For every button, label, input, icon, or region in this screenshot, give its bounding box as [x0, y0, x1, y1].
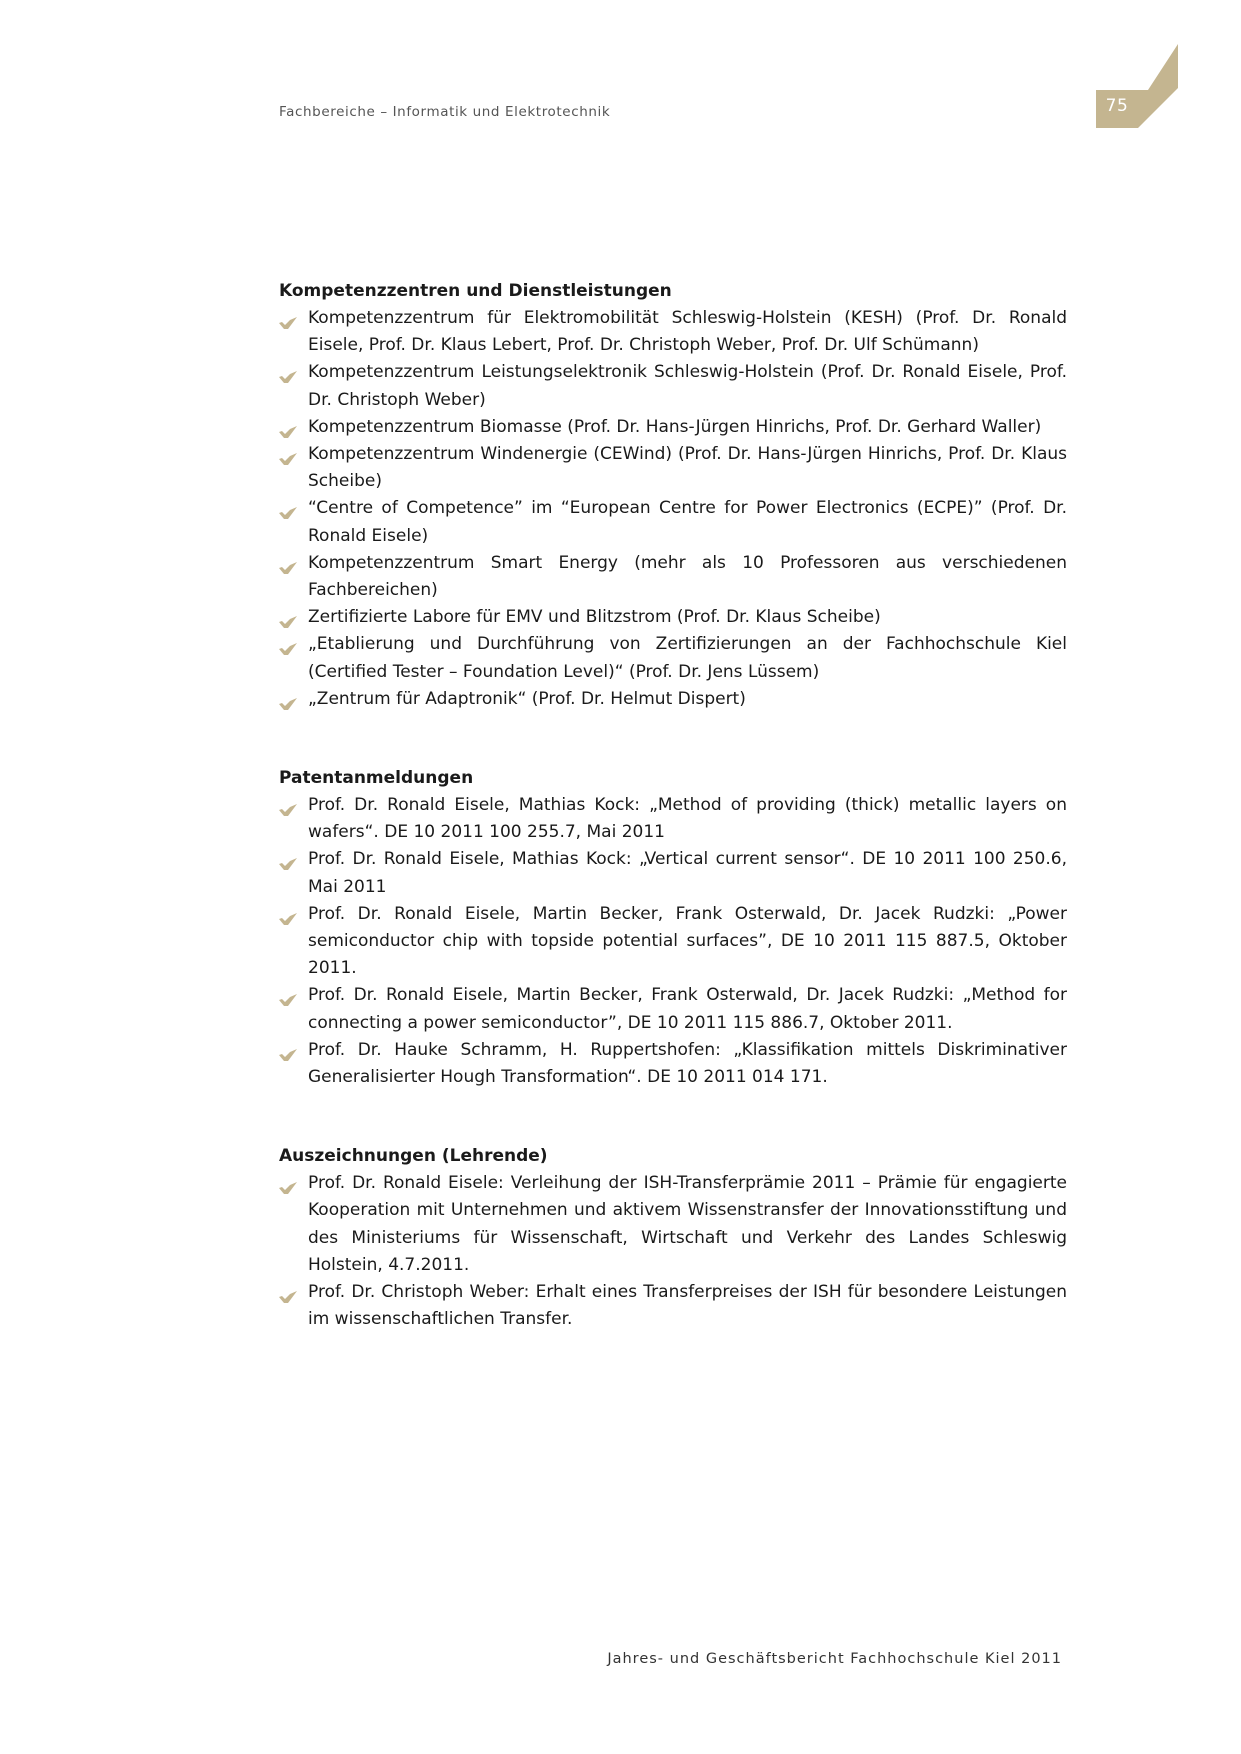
- checkmark-arrow-icon: [279, 989, 297, 1003]
- item-list: [279, 1170, 1067, 1333]
- item-text: Kompetenzzentrum Biomasse (Prof. Dr. Hans-Jürgen Hinrichs, Prof. Dr. Gerhard Waller): [308, 416, 1042, 437]
- item-text: Kompetenzzentrum Leistungselektronik Schleswig-Holstein (Prof. Dr. Ronald Eisele, Prof. Dr. Christoph Weber): [308, 362, 1067, 410]
- item-text: „Zentrum für Adaptronik“ (Prof. Dr. Helmut Dispert): [308, 688, 746, 709]
- list-item: [279, 1170, 1067, 1279]
- checkmark-arrow-icon: [279, 853, 297, 867]
- item-text: Kompetenzzentrum für Elektromobilität Schleswig-Holstein (KESH) (Prof. Dr. Ronald Eisele, Prof. Dr. Klaus Lebert, Prof. Dr. Christoph Weber, Prof. Dr. Ulf Schümann): [308, 308, 1067, 356]
- checkmark-arrow-icon: [279, 1044, 297, 1058]
- list-item: [279, 441, 1067, 495]
- checkmark-arrow-icon: [279, 312, 297, 326]
- section-kompetenzzentren: [279, 278, 1067, 713]
- list-item: [279, 686, 1067, 713]
- checkmark-arrow-icon: [279, 502, 297, 516]
- section-heading: Patentanmeldungen: [279, 768, 474, 789]
- item-text: Prof. Dr. Christoph Weber: Erhalt eines Transferpreises der ISH für besondere Leistungen im wissenschaftlichen Transfer.: [308, 1282, 1067, 1330]
- list-item: [279, 846, 1067, 900]
- section-heading: Auszeichnungen (Lehrende): [279, 1146, 548, 1167]
- item-text: „Etablierung und Durchführung von Zertifizierungen an der Fachhochschule Kiel (Certified Tester – Foundation Level)“ (Prof. Dr. Jens Lüssem): [308, 634, 1067, 682]
- list-item: [279, 604, 1067, 631]
- list-item: [279, 631, 1067, 685]
- main-content: [279, 278, 1067, 1334]
- checkmark-arrow-icon: [279, 799, 297, 813]
- item-text: Prof. Dr. Ronald Eisele, Martin Becker, Frank Osterwald, Dr. Jacek Rudzki: „Method for connecting a power semiconductor”, DE 10 2011 115 886.7, Oktober 2011.: [308, 985, 1067, 1033]
- checkmark-arrow-icon: [279, 1177, 297, 1191]
- list-item: [279, 901, 1067, 983]
- item-text: “Centre of Competence” im “European Centre for Power Electronics (ECPE)” (Prof. Dr. Ronald Eisele): [308, 498, 1067, 546]
- item-text: Prof. Dr. Ronald Eisele, Mathias Kock: „Method of providing (thick) metallic layers on wafers“. DE 10 2011 100 255.7, Mai 2011: [308, 795, 1067, 843]
- list-item: [279, 1279, 1067, 1333]
- item-text: Kompetenzzentrum Windenergie (CEWind) (Prof. Dr. Hans-Jürgen Hinrichs, Prof. Dr. Klaus Scheibe): [308, 444, 1067, 492]
- list-item: [279, 550, 1067, 604]
- section-auszeichnungen: [279, 1143, 1067, 1333]
- running-header: Fachbereiche – Informatik und Elektrotechnik: [279, 104, 611, 120]
- list-item: [279, 495, 1067, 549]
- section-heading: Kompetenzzentren und Dienstleistungen: [279, 281, 672, 301]
- item-text: Kompetenzzentrum Smart Energy (mehr als 10 Professoren aus verschiedenen Fachbereichen): [308, 552, 1067, 601]
- list-item: [279, 1037, 1067, 1091]
- checkmark-arrow-icon: [279, 693, 297, 707]
- item-text: Prof. Dr. Hauke Schramm, H. Ruppertshofen: „Klassifikation mittels Diskriminativer Generalisierter Hough Transformation“. DE 10 2011 014 171.: [308, 1039, 1067, 1088]
- checkmark-arrow-icon: [279, 421, 297, 435]
- item-text: Prof. Dr. Ronald Eisele, Martin Becker, Frank Osterwald, Dr. Jacek Rudzki: „Power semiconductor chip with topside potential surfaces”, DE 10 2011 115 887.5, Oktober 2011.: [308, 903, 1067, 979]
- page-footer: Jahres- und Geschäftsbericht Fachhochschule Kiel 2011: [607, 1651, 1062, 1667]
- item-list: [279, 305, 1067, 713]
- checkmark-arrow-icon: [279, 611, 297, 625]
- item-text: Prof. Dr. Ronald Eisele, Mathias Kock: „Vertical current sensor“. DE 10 2011 100 250.6, Mai 2011: [308, 849, 1067, 897]
- list-item: [279, 359, 1067, 413]
- checkmark-arrow-icon: [279, 908, 297, 922]
- checkmark-arrow-icon: [279, 557, 297, 571]
- item-text: Zertifizierte Labore für EMV und Blitzstrom (Prof. Dr. Klaus Scheibe): [308, 607, 881, 628]
- checkmark-arrow-icon: [279, 366, 297, 380]
- item-list: [279, 792, 1067, 1091]
- list-item: [279, 414, 1067, 441]
- checkmark-arrow-icon: [279, 1286, 297, 1300]
- list-item: [279, 305, 1067, 359]
- list-item: [279, 792, 1067, 846]
- checkmark-arrow-icon: [279, 638, 297, 652]
- section-patentanmeldungen: [279, 765, 1067, 1091]
- item-text: Prof. Dr. Ronald Eisele: Verleihung der ISH-Transferprämie 2011 – Prämie für engagierte Kooperation mit Unternehmen und aktivem Wissenstransfer der Innovationsstiftung und des Ministeriums für Wissenschaft, Wirtschaft und Verkehr des Landes Schleswig Holstein, 4.7.2011.: [308, 1173, 1067, 1275]
- list-item: [279, 982, 1067, 1036]
- checkmark-arrow-icon: [279, 448, 297, 462]
- page-number: 75: [1105, 96, 1129, 116]
